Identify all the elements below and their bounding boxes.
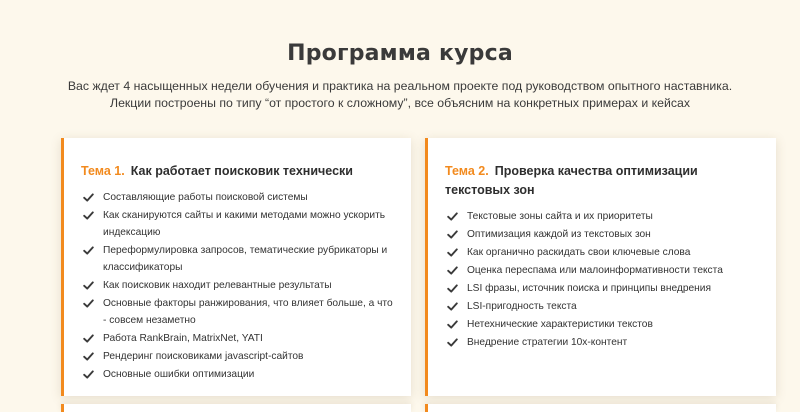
- check-icon: [447, 247, 458, 258]
- topic-item-text: Текстовые зоны сайта и их приоритеты: [467, 211, 653, 222]
- topic-title: Как работает поисковик технически: [130, 164, 353, 178]
- topic-list-item: [83, 242, 397, 276]
- topic-item-text: Основные ошибки оптимизации: [103, 369, 255, 380]
- topic-item-text: Оптимизация каждой из текстовых зон: [467, 229, 651, 240]
- topic-item-text: Работа RankBrain, MatrixNet, YATI: [103, 333, 263, 344]
- check-icon: [447, 229, 458, 240]
- topic-list-item: [83, 207, 397, 241]
- topic-item-list: [447, 208, 762, 351]
- topic-list-item: [447, 280, 762, 297]
- topic-item-text: Как поисковик находит релевантные результаты: [103, 280, 332, 291]
- topic-list-item: [447, 316, 762, 333]
- check-icon: [447, 283, 458, 294]
- topic-number: Тема 2.: [445, 164, 489, 178]
- next-topic-card-edge: [61, 404, 411, 412]
- topic-item-text: Рендеринг поисковиками javascript-сайтов: [103, 351, 304, 362]
- topic-item-text: Основные факторы ранжирования, что влияет больше, а что - совсем незаметно: [103, 298, 393, 326]
- check-icon: [83, 351, 94, 362]
- check-icon: [447, 337, 458, 348]
- check-icon: [447, 319, 458, 330]
- topic-list-item: [447, 262, 762, 279]
- topic-list-item: [447, 334, 762, 351]
- topic-item-text: Как сканируются сайты и какими методами можно ускорить индексацию: [103, 210, 386, 238]
- topic-list-item: [83, 277, 397, 294]
- topic-item-text: Переформулировка запросов, тематические рубрикаторы и классификаторы: [103, 245, 388, 273]
- topic-item-text: LSI-пригодность текста: [467, 301, 577, 312]
- topic-list-item: [447, 208, 762, 225]
- check-icon: [83, 280, 94, 291]
- check-icon: [447, 265, 458, 276]
- topic-list-item: [447, 298, 762, 315]
- check-icon: [83, 333, 94, 344]
- check-icon: [447, 211, 458, 222]
- check-icon: [83, 245, 94, 256]
- topic-item-text: Нетехнические характеристики текстов: [467, 319, 653, 330]
- topic-item-text: Составляющие работы поисковой системы: [103, 192, 308, 203]
- topic-item-text: Внедрение стратегии 10х-контент: [467, 337, 628, 348]
- check-icon: [83, 210, 94, 221]
- topic-list-item: [83, 366, 397, 383]
- topic-list-item: [83, 295, 397, 329]
- topic-card-2: [425, 138, 776, 396]
- page-subtitle: Вас ждет 4 насыщенных недели обучения и практика на реальном проекте под руководством опытного наставника. Лекции построены по типу “от простого к сложному”, все объясним на конкретных примерах и кейсах: [67, 79, 733, 111]
- topic-list-item: [447, 244, 762, 261]
- topic-title: Проверка качества оптимизации текстовых зон: [445, 164, 698, 197]
- page-title: Программа курса: [287, 40, 513, 66]
- topic-item-text: Оценка переспама или малоинформативности текста: [467, 265, 723, 276]
- topic-header: [445, 162, 758, 200]
- topic-item-list: [83, 189, 397, 383]
- topic-card-1: [61, 138, 411, 396]
- topic-list-item: [83, 330, 397, 347]
- check-icon: [83, 369, 94, 380]
- topic-list-item: [83, 189, 397, 206]
- check-icon: [447, 301, 458, 312]
- check-icon: [83, 192, 94, 203]
- topic-list-item: [83, 348, 397, 365]
- topic-item-text: LSI фразы, источник поиска и принципы внедрения: [467, 283, 712, 294]
- next-topic-card-edge: [425, 404, 776, 412]
- topic-list-item: [447, 226, 762, 243]
- topic-item-text: Как органично раскидать свои ключевые слова: [467, 247, 691, 258]
- check-icon: [83, 298, 94, 309]
- topic-number: Тема 1.: [81, 164, 125, 178]
- topic-header: [81, 162, 393, 181]
